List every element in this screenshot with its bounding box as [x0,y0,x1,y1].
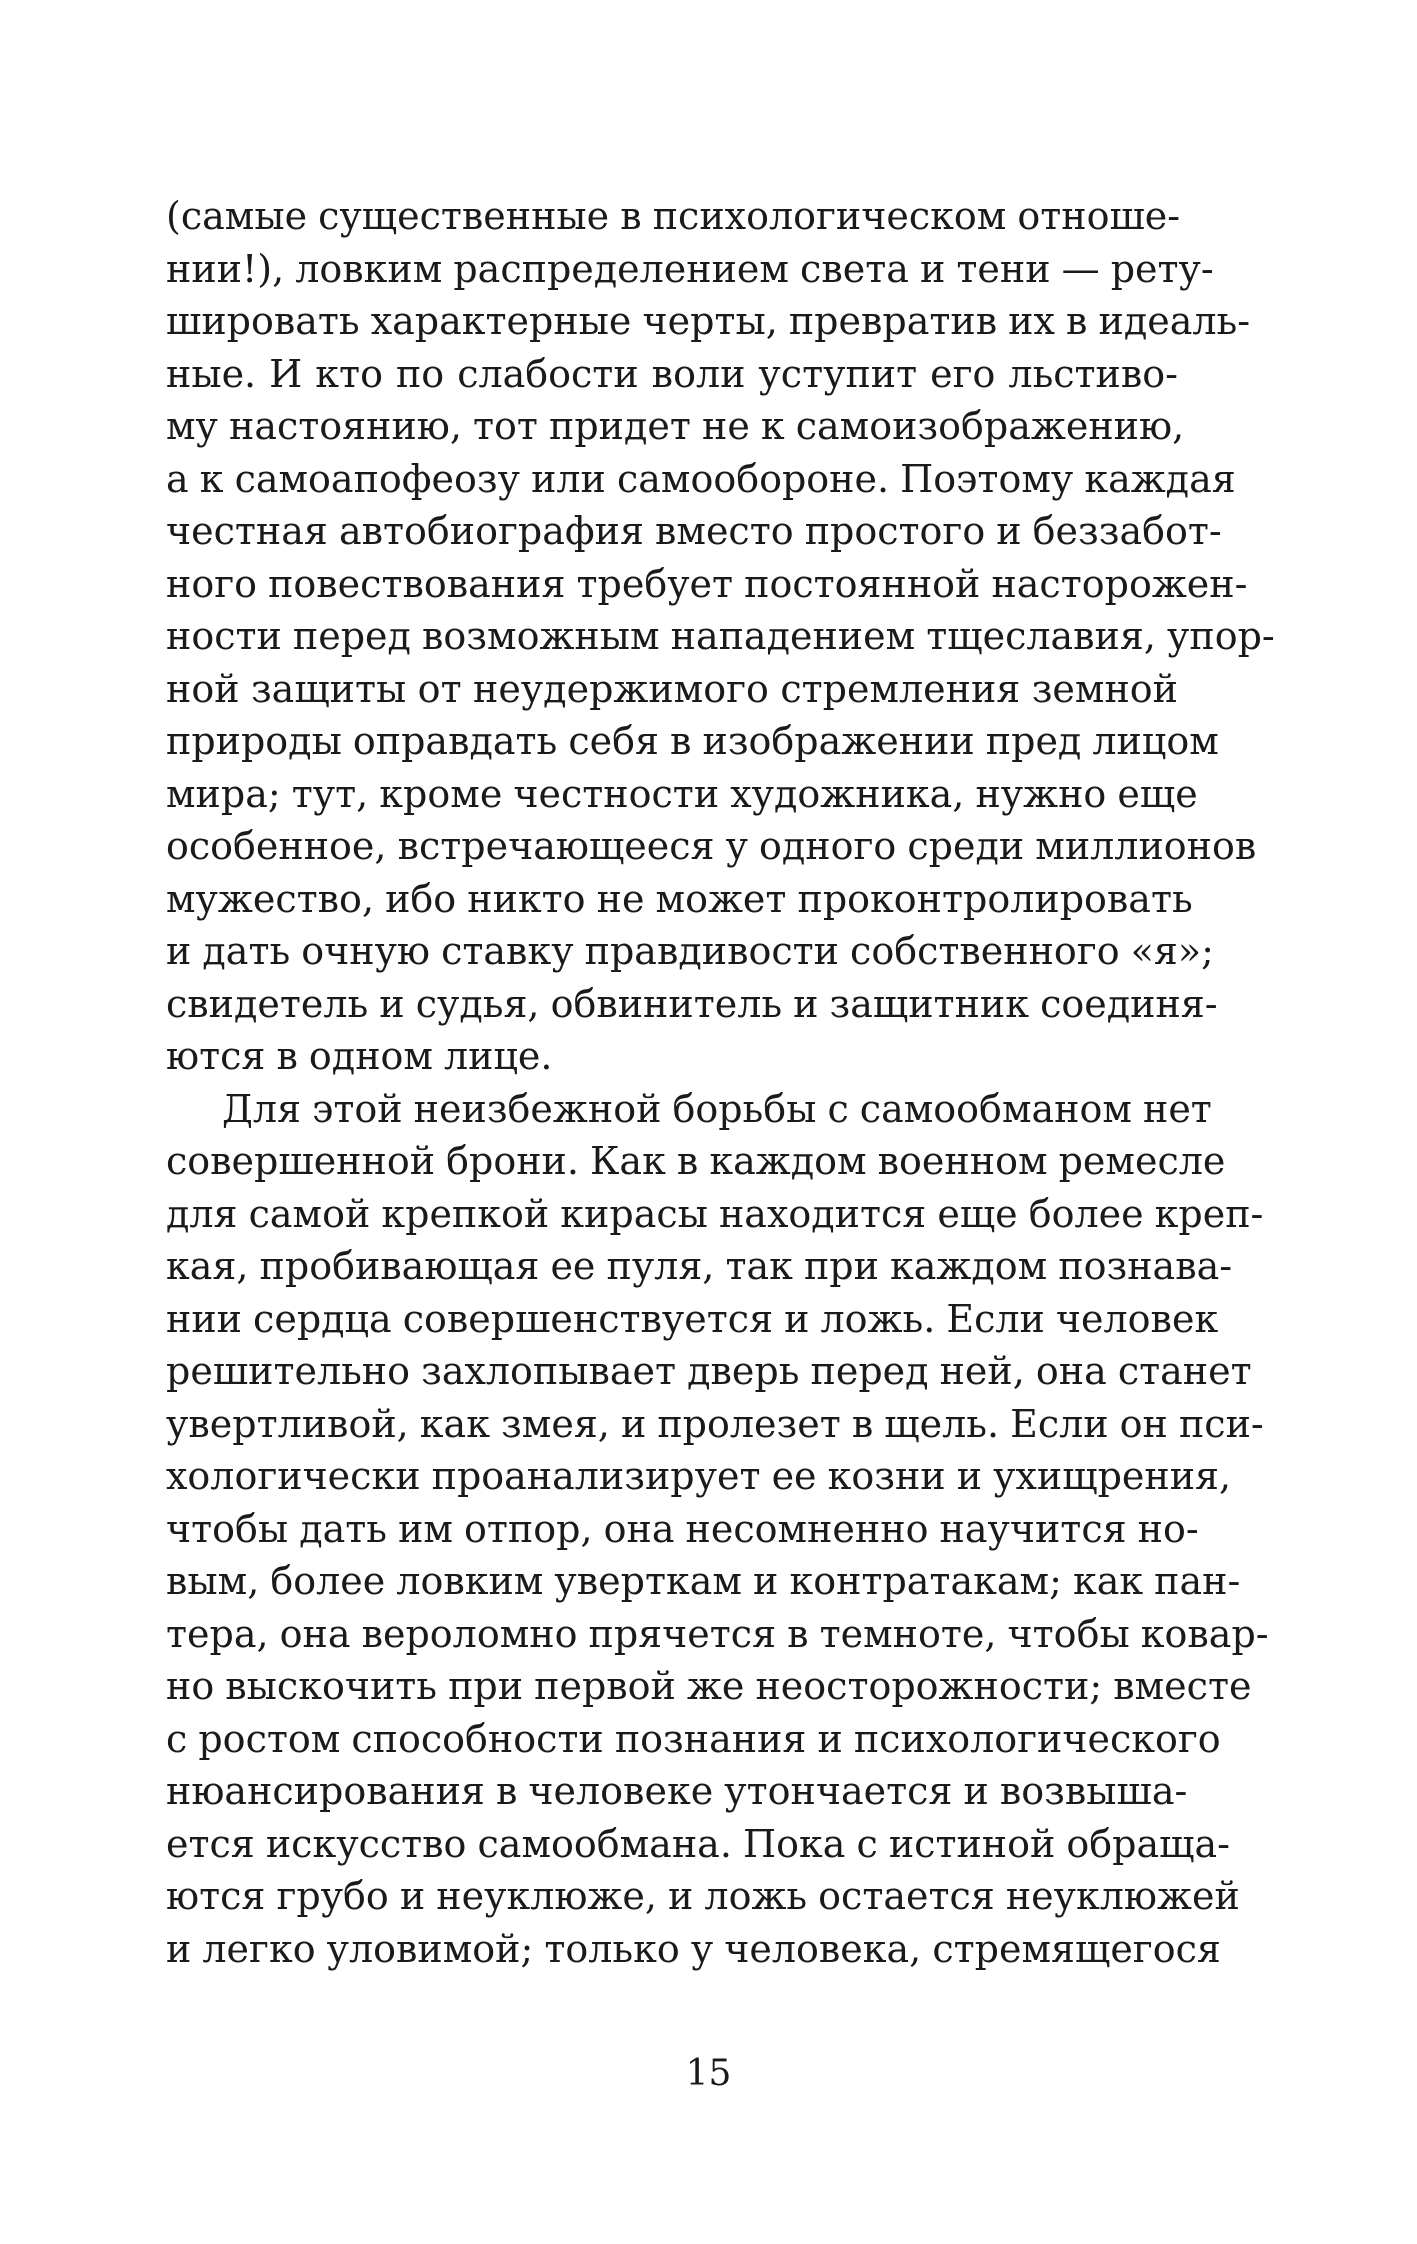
text-line: а к самоапофеозу или самообороне. Поэтому каждая [166,456,1236,501]
text-line: чтобы дать им отпор, она несомненно научится но- [166,1506,1199,1551]
text-line: шировать характерные черты, превратив их в идеаль- [166,299,1251,343]
text-line: му настоянию, тот придет не к самоизображению, [166,404,1185,448]
text-line: нии сердца совершенствуется и ложь. Если человек [166,1296,1219,1341]
text-line: Для этой неизбежной борьбы с самообманом нет [222,1086,1212,1131]
text-line: ности перед возможным нападением тщеславия, упор- [166,614,1275,658]
text-line: для самой крепкой кирасы находится еще более креп- [166,1191,1264,1236]
page-number: 15 [685,2053,732,2094]
text-line: нии!), ловким распределением света и тени — рету- [166,246,1214,291]
text-line: свидетель и судья, обвинитель и защитник соединя- [166,981,1218,1026]
text-line: но выскочить при первой же неосторожности; вместе [166,1664,1252,1708]
text-line: тера, она вероломно прячется в темноте, чтобы ковар- [166,1611,1269,1656]
text-line: мира; тут, кроме честности художника, нужно еще [166,771,1198,816]
text-line: честная автобиография вместо простого и беззабот- [166,509,1222,553]
text-line: (самые существенные в психологическом отноше- [166,194,1181,238]
text-line: ются грубо и неуклюже, и ложь остается неуклюжей [166,1874,1240,1918]
text-line: мужество, ибо никто не может проконтролировать [166,876,1193,921]
text-line: природы оправдать себя в изображении пред лицом [166,719,1219,763]
text-line: и дать очную ставку правдивости собственного «я»; [166,929,1214,973]
text-line: и легко уловимой; только у человека, стремящегося [166,1926,1221,1971]
page-body [166,190,1275,1975]
text-line: решительно захлопывает дверь перед ней, она станет [166,1349,1252,1393]
text-line: ются в одном лице. [166,1034,553,1078]
text-line: с ростом способности познания и психологического [166,1716,1221,1761]
text-line: ные. И кто по слабости воли уступит его льстиво- [166,351,1178,396]
text-line: ного повествования требует постоянной насторожен- [166,561,1248,606]
text-line: ной защиты от неудержимого стремления земной [166,666,1178,711]
text-line: увертливой, как змея, и пролезет в щель. Если он пси- [166,1401,1264,1446]
text-line: кая, пробивающая ее пуля, так при каждом познава- [166,1244,1233,1288]
text-line: хологически проанализирует ее козни и ухищрения, [166,1454,1232,1498]
text-line: особенное, встречающееся у одного среди миллионов [166,824,1257,868]
text-line: вым, более ловким уверткам и контратакам; как пан- [166,1559,1241,1603]
text-line: ется искусство самообмана. Пока с истиной обраща- [166,1821,1230,1866]
text-line: совершенной брони. Как в каждом военном ремесле [166,1139,1226,1183]
text-line: нюансирования в человеке утончается и возвыша- [166,1769,1188,1813]
